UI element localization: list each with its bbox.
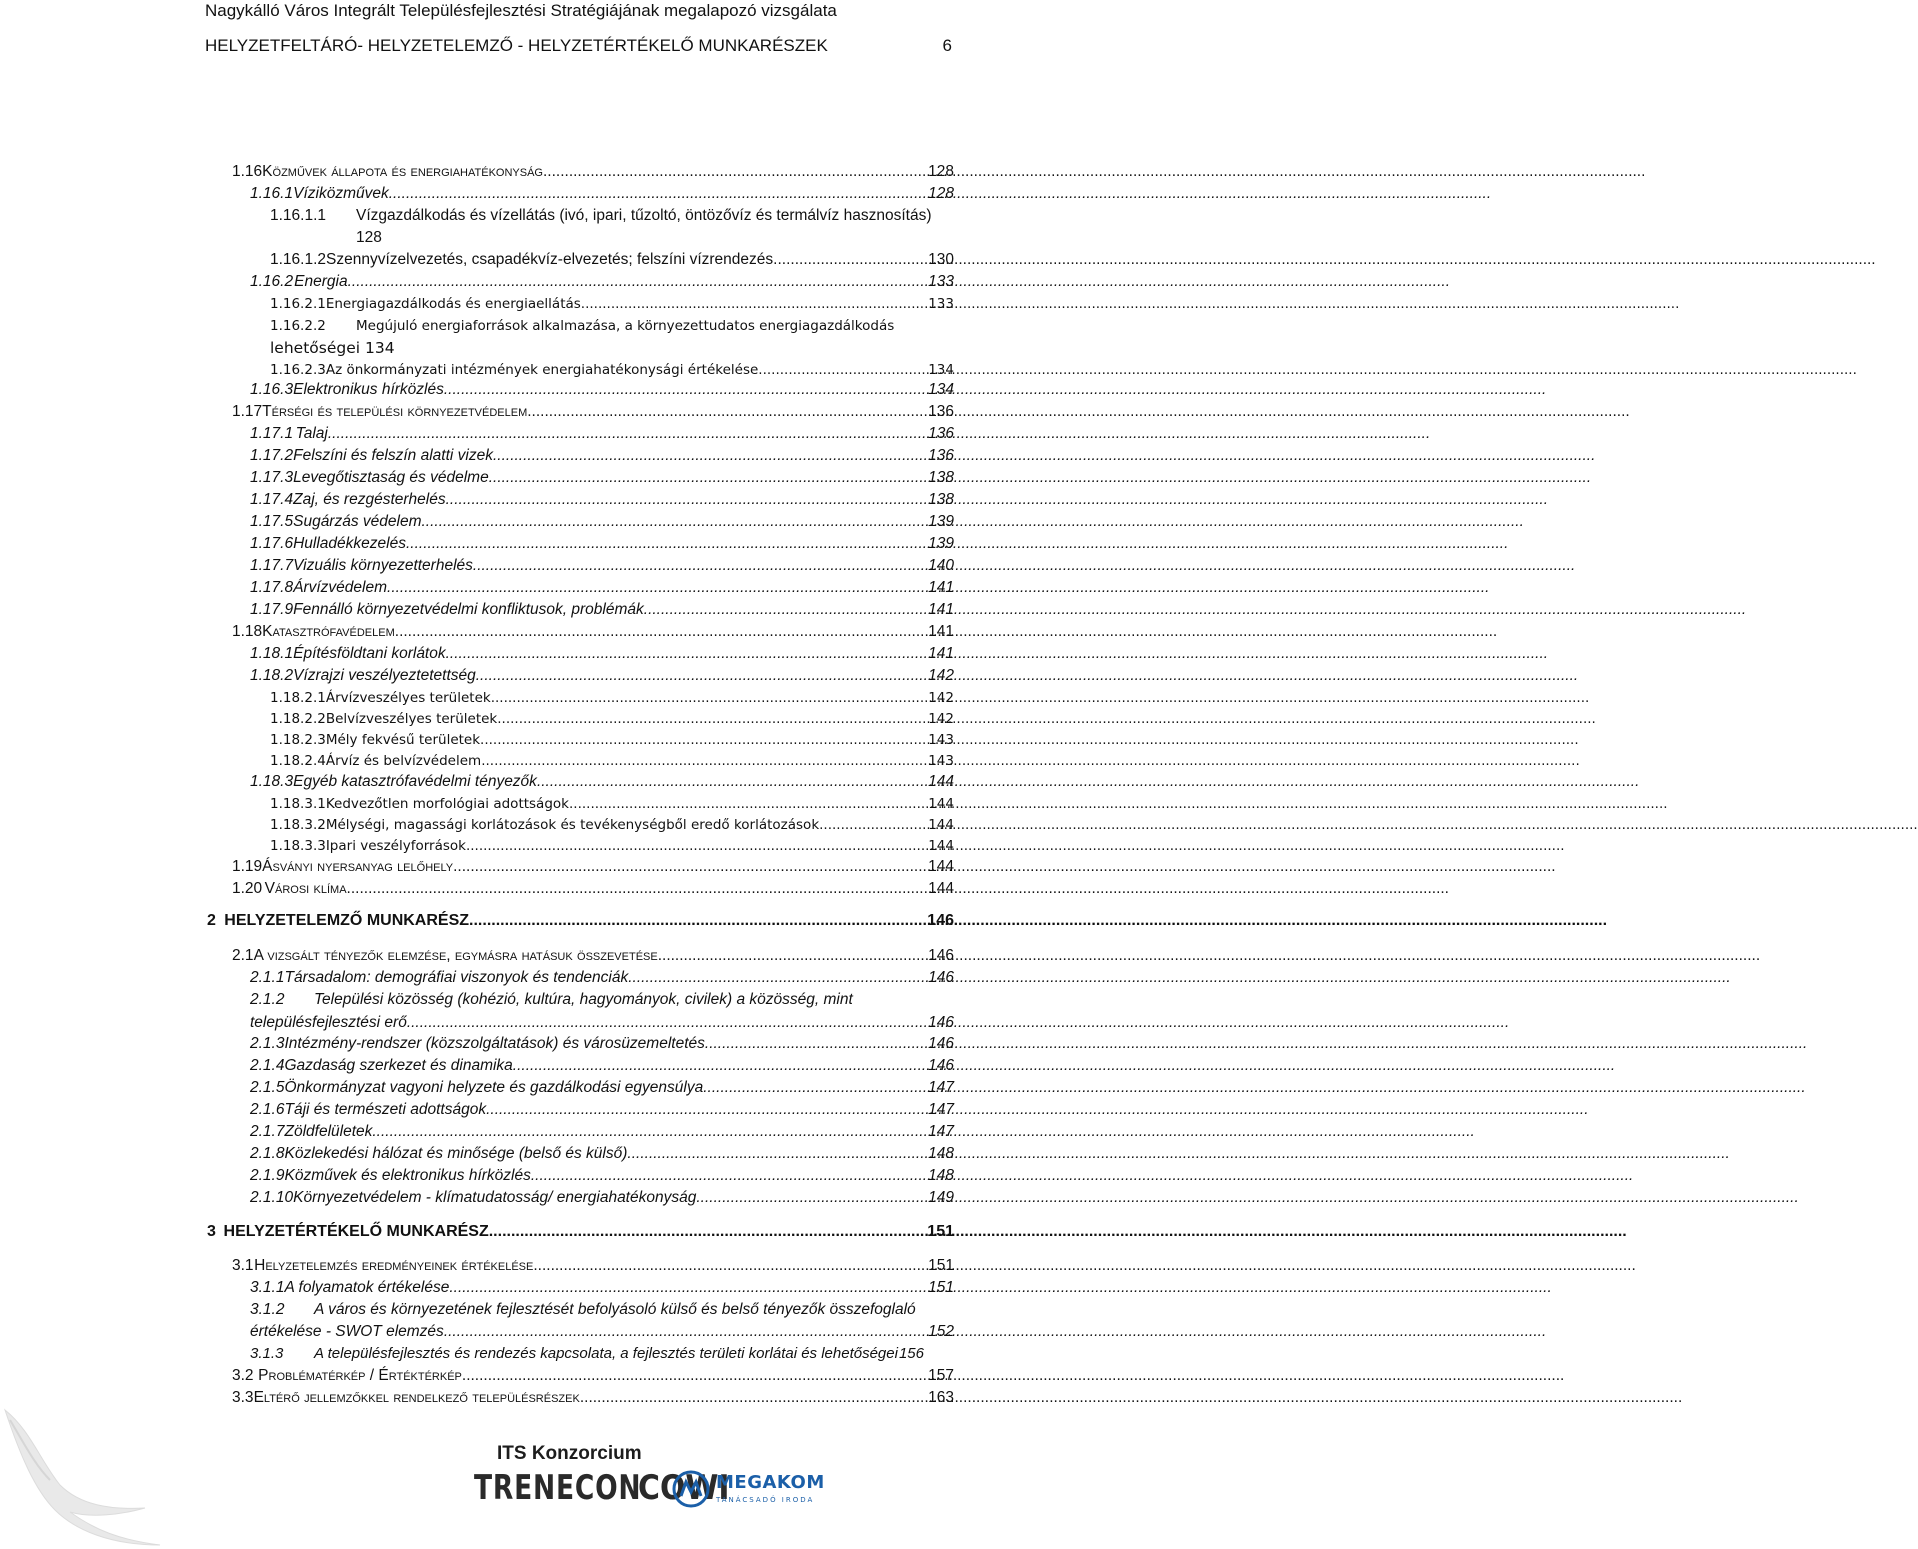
- toc-leader: [527, 402, 927, 422]
- toc-number: 1.17.5: [250, 513, 294, 530]
- toc-leader: [469, 911, 926, 931]
- toc-leader: [444, 380, 927, 400]
- toc-entry[interactable]: [250, 272, 954, 292]
- toc-entry[interactable]: [270, 316, 954, 336]
- toc-page: 141: [928, 579, 954, 596]
- toc-number: 1.16.2.2: [270, 318, 326, 334]
- page-number: 6: [942, 36, 952, 55]
- megakom-logo: [672, 1470, 825, 1510]
- toc-leader: [703, 1078, 927, 1098]
- toc-number: 1.17.6: [250, 535, 294, 552]
- toc-leader: [347, 879, 928, 899]
- toc-number: 1.18.3.3: [270, 838, 326, 854]
- toc-entry[interactable]: [270, 815, 954, 835]
- toc-title: Egyéb katasztrófavédelmi tényezők: [293, 773, 537, 790]
- toc-leader: [481, 751, 927, 771]
- toc-leader: [389, 184, 927, 204]
- toc-number: 3: [207, 1223, 216, 1240]
- toc-title: Helyzetelemzés eredményeinek értékelése: [254, 1257, 534, 1274]
- toc-page: 146: [928, 969, 954, 986]
- toc-entry[interactable]: [250, 512, 954, 532]
- toc-leader: [453, 857, 927, 877]
- toc-leader: [628, 968, 927, 988]
- toc-page: 148: [928, 1145, 954, 1162]
- toc-number: 3.1.1: [250, 1279, 285, 1296]
- toc-page: 147: [928, 1101, 954, 1118]
- toc-number: 2.1.4: [250, 1057, 285, 1074]
- toc-number: 1.18: [232, 623, 263, 640]
- toc-entry[interactable]: [270, 751, 954, 771]
- toc-leader: [531, 1166, 927, 1186]
- toc-entry[interactable]: [250, 1144, 954, 1164]
- trenecon-cowi-logo: [474, 1468, 730, 1508]
- toc-leader: [489, 468, 927, 488]
- toc-title: Vízgazdálkodás és vízellátás (ivó, ipari, tűzoltó, öntözővíz és termálvíz hasznosítás): [356, 207, 932, 224]
- toc-number: 2.1.10: [250, 1189, 294, 1206]
- toc-page: 134: [928, 362, 954, 378]
- toc-number: 2.1.7: [250, 1123, 285, 1140]
- toc-number: 3.1.2: [250, 1301, 285, 1318]
- toc-leader: [819, 815, 927, 835]
- toc-entry[interactable]: [250, 446, 954, 466]
- toc-title: Szennyvízelvezetés, csapadékvíz-elvezetés; felszíni vízrendezés: [326, 251, 774, 268]
- toc-title: Közművek állapota és energiahatékonyság: [262, 163, 543, 180]
- toc-page: 133: [928, 296, 954, 312]
- toc-page: 130: [928, 251, 954, 268]
- toc-leader: [533, 1256, 927, 1276]
- toc-continuation: értékelése - SWOT elemzés: [250, 1323, 444, 1340]
- toc-title: Sugárzás védelem: [293, 513, 422, 530]
- toc-entry[interactable]: [232, 946, 954, 966]
- toc-leader: [581, 294, 927, 314]
- toc-entry[interactable]: [250, 600, 954, 620]
- toc-entry[interactable]: [232, 1256, 954, 1276]
- toc-leader: [466, 836, 927, 856]
- toc-title: Gazdaság szerkezet és dinamika: [284, 1057, 513, 1074]
- toc-number: 1.18.3.1: [270, 796, 326, 812]
- toc-title: Energia: [294, 273, 348, 290]
- toc-page: 144: [928, 858, 954, 875]
- toc-leader: [387, 578, 927, 598]
- toc-leader: [476, 666, 927, 686]
- toc-title: Vizuális környezetterhelés: [293, 557, 473, 574]
- toc-entry[interactable]: [270, 206, 954, 226]
- toc-leader: [696, 1188, 927, 1208]
- toc-number: 1.17.9: [250, 601, 294, 618]
- toc-number: 1.17.7: [250, 557, 294, 574]
- toc-page: 151: [927, 1223, 954, 1240]
- megakom-tagline: TANÁCSADÓ IRODA: [716, 1496, 815, 1504]
- toc-title: Építésföldtani korlátok: [293, 645, 446, 662]
- toc-page: 143: [928, 753, 954, 769]
- toc-title: Elektronikus hírközlés: [293, 381, 444, 398]
- toc-entry[interactable]: [232, 1366, 954, 1386]
- toc-continuation: 128: [356, 229, 382, 246]
- toc-entry[interactable]: [232, 879, 954, 899]
- toc-page: 144: [928, 838, 954, 854]
- toc-title: Az önkormányzati intézmények energiahatékonysági értékelése: [325, 362, 759, 378]
- toc-leader: [372, 1122, 927, 1142]
- toc-number: 1.18.2: [250, 667, 294, 684]
- toc-title: Társadalom: demográfiai viszonyok és tendenciák: [284, 969, 629, 986]
- toc-page: 146: [928, 947, 954, 964]
- toc-number: 1.18.2.1: [270, 690, 326, 706]
- toc-page: 152: [928, 1323, 954, 1340]
- toc-page: 143: [928, 732, 954, 748]
- toc-title: Közművek és elektronikus hírközlés: [284, 1167, 531, 1184]
- toc-entry[interactable]: [270, 360, 954, 380]
- toc-page: 139: [928, 513, 954, 530]
- toc-number: 1.16.3: [250, 381, 294, 398]
- megakom-name: MEGAKOM: [716, 1472, 825, 1493]
- toc-entry[interactable]: [250, 468, 954, 488]
- toc-page: 136: [928, 403, 954, 420]
- toc-number: 1.16.1: [250, 185, 294, 202]
- toc-number: 3.3: [232, 1389, 254, 1406]
- toc-leader: [658, 946, 927, 966]
- toc-entry[interactable]: [250, 556, 954, 576]
- toc-continuation: településfejlesztési erő: [250, 1014, 407, 1031]
- toc-number: 2: [207, 912, 216, 929]
- toc-leader: [395, 622, 927, 642]
- toc-number: 1.17.4: [250, 491, 294, 508]
- toc-title: Vízrajzi veszélyeztetettség: [293, 667, 476, 684]
- toc-title: Táji és természeti adottságok: [284, 1101, 487, 1118]
- toc-page: 148: [928, 1167, 954, 1184]
- toc-number: 1.18.2.4: [270, 753, 326, 769]
- toc-leader: [644, 600, 927, 620]
- toc-number: 1.16.2.1: [270, 296, 326, 312]
- toc-entry[interactable]: [250, 990, 954, 1010]
- trenecon-logo: TRENECON: [474, 1468, 642, 1508]
- toc-entry[interactable]: [250, 490, 954, 510]
- toc-number: 1.17.2: [250, 447, 294, 464]
- toc-chapter[interactable]: [207, 1222, 954, 1242]
- toc-entry[interactable]: [250, 184, 954, 204]
- toc-page: 147: [928, 1079, 954, 1096]
- toc-leader: [486, 1100, 927, 1120]
- toc-page: 144: [928, 796, 954, 812]
- toc-number: 1.17.8: [250, 579, 294, 596]
- toc-number: 1.18.3.2: [270, 817, 326, 833]
- toc-number: 1.17.3: [250, 469, 294, 486]
- toc-number: 1.16.2: [250, 273, 294, 290]
- toc-page: 151: [928, 1257, 954, 1274]
- toc-number: 2.1.6: [250, 1101, 285, 1118]
- toc-page: 144: [928, 773, 954, 790]
- toc-page: 144: [928, 880, 954, 897]
- toc-title: Ásványi nyersanyag lelőhely: [262, 858, 454, 875]
- toc-page: 144: [928, 817, 954, 833]
- toc-leader: [569, 794, 927, 814]
- toc-continuation-row[interactable]: [250, 1013, 954, 1033]
- toc-number: 1.18.3: [250, 773, 294, 790]
- toc-number: 1.16.1.2: [270, 251, 327, 268]
- toc-title: Víziközművek: [293, 185, 389, 202]
- toc-title: Megújuló energiaforrások alkalmazása, a környezettudatos energiagazdálkodás: [356, 318, 895, 334]
- toc-page: 157: [928, 1367, 954, 1384]
- toc-page: 141: [928, 645, 954, 662]
- toc-number: 1.19: [232, 858, 263, 875]
- toc-entry[interactable]: [232, 622, 954, 642]
- toc-entry[interactable]: [250, 772, 954, 792]
- toc-page: 146: [927, 912, 954, 929]
- toc-leader: [446, 490, 928, 510]
- toc-number: 2.1.1: [250, 969, 285, 986]
- toc-page: 141: [928, 623, 954, 640]
- toc-leader: [493, 446, 927, 466]
- toc-entry[interactable]: [270, 294, 954, 314]
- toc-entry[interactable]: [250, 1078, 954, 1098]
- toc-page: 142: [928, 690, 954, 706]
- toc-entry[interactable]: [250, 578, 954, 598]
- toc-entry[interactable]: [250, 1034, 954, 1054]
- toc-page: 151: [928, 1279, 954, 1296]
- toc-leader: [449, 1278, 927, 1298]
- toc-entry[interactable]: [250, 1056, 954, 1076]
- toc-leader: [580, 1388, 927, 1408]
- toc-leader: [480, 730, 927, 750]
- toc-leader: [497, 709, 927, 729]
- toc-number: 2.1.8: [250, 1145, 285, 1162]
- toc-entry[interactable]: [250, 534, 954, 554]
- toc-number: 2.1.3: [250, 1035, 285, 1052]
- toc-entry[interactable]: [270, 688, 954, 708]
- toc-title: Környezetvédelem - klímatudatosság/ energiahatékonyság: [293, 1189, 697, 1206]
- document-title: Nagykálló Város Integrált Településfejlesztési Stratégiájának megalapozó vizsgálata: [205, 1, 837, 20]
- toc-entry[interactable]: [250, 1344, 954, 1364]
- toc-entry[interactable]: [250, 644, 954, 664]
- megakom-mark-icon: [672, 1470, 710, 1508]
- toc-title: Zaj, és rezgésterhelés: [293, 491, 446, 508]
- toc-leader: [406, 534, 927, 554]
- toc-leader: [407, 1013, 927, 1033]
- consortium-name: ITS Konzorcium: [497, 1443, 642, 1464]
- toc-page: 142: [928, 711, 954, 727]
- toc-title: A város és környezetének fejlesztését befolyásoló külső és belső tényezők összefoglaló: [314, 1301, 916, 1318]
- toc-page: 128: [928, 185, 954, 202]
- toc-leader: [328, 424, 927, 444]
- toc-title: Talaj: [295, 425, 328, 442]
- toc-title: HELYZETELEMZŐ MUNKARÉSZ: [224, 912, 470, 929]
- toc-title: Árvíz és belvízvédelem: [325, 753, 482, 769]
- toc-title: Mély fekvésű területek: [325, 732, 481, 748]
- toc-number: 1.18.2.3: [270, 732, 326, 748]
- toc-page: 146: [928, 1057, 954, 1074]
- toc-leader: [491, 688, 928, 708]
- toc-title: Fennálló környezetvédelmi konfliktusok, problémák: [293, 601, 644, 618]
- toc-title: Energiagazdálkodás és energiaellátás: [325, 296, 581, 312]
- toc-number: 2.1.2: [250, 991, 285, 1008]
- toc-leader: [421, 512, 927, 532]
- toc-title: Intézmény-rendszer (közszolgáltatások) és városüzemeltetés: [284, 1035, 705, 1052]
- toc-page: 156: [898, 1345, 924, 1362]
- toc-title: Zöldfelületek: [284, 1123, 373, 1140]
- toc-leader: [446, 644, 928, 664]
- toc-entry[interactable]: [270, 730, 954, 750]
- toc-title: Hulladékkezelés: [293, 535, 406, 552]
- toc-leader: [513, 1056, 927, 1076]
- toc-leader: [537, 772, 927, 792]
- toc-number: 2.1: [232, 947, 254, 964]
- toc-title: Mélységi, magassági korlátozások és tevékenységből eredő korlátozások: [325, 817, 820, 833]
- toc-continuation: lehetőségei 134: [270, 339, 395, 357]
- toc-leader: [758, 360, 927, 380]
- toc-entry[interactable]: [250, 380, 954, 400]
- bird-watermark-icon: [0, 1390, 170, 1549]
- toc-title: Eltérő jellemzőkkel rendelkező településrészek: [253, 1389, 580, 1406]
- toc-leader: [444, 1322, 927, 1342]
- toc-title: HELYZETÉRTÉKELŐ MUNKARÉSZ: [223, 1223, 489, 1240]
- toc-number: 1.20: [232, 880, 263, 897]
- toc-entry[interactable]: [250, 1100, 954, 1120]
- toc-page: 139: [928, 535, 954, 552]
- toc-page: 136: [928, 447, 954, 464]
- toc-entry[interactable]: [250, 1166, 954, 1186]
- toc-title: Felszíni és felszín alatti vizek: [293, 447, 493, 464]
- toc-title: A folyamatok értékelése: [284, 1279, 450, 1296]
- toc-title: A vizsgált tényezők elemzése, egymásra hatásuk összevetése: [253, 947, 658, 964]
- toc-entry[interactable]: [250, 666, 954, 686]
- toc-entry[interactable]: [270, 794, 954, 814]
- toc-number: 3.1.3: [250, 1345, 284, 1362]
- toc-number: 1.16.1.1: [270, 207, 327, 224]
- toc-entry[interactable]: [250, 1300, 954, 1320]
- toc-leader: [543, 162, 927, 182]
- toc-title: Levegőtisztaság és védelme: [293, 469, 489, 486]
- toc-entry[interactable]: [250, 1278, 954, 1298]
- toc-title: Problématérkép / Értéktérkép: [258, 1367, 462, 1384]
- toc-leader: [473, 556, 927, 576]
- toc-title: Térségi és települési környezetvédelem: [262, 403, 528, 420]
- toc-entry[interactable]: [270, 250, 954, 270]
- toc-leader: [705, 1034, 927, 1054]
- toc-entry[interactable]: [250, 968, 954, 988]
- toc-page: 138: [928, 469, 954, 486]
- toc-page: 163: [928, 1389, 954, 1406]
- toc-page: 146: [928, 1035, 954, 1052]
- toc-title: Ipari veszélyforrások: [325, 838, 466, 854]
- toc-number: 2.1.5: [250, 1079, 285, 1096]
- toc-page: 133: [928, 273, 954, 290]
- toc-title: Árvízveszélyes területek: [325, 690, 491, 706]
- toc-number: 3.2: [232, 1367, 254, 1384]
- toc-entry[interactable]: [232, 162, 954, 182]
- toc-leader: [489, 1222, 927, 1242]
- toc-entry[interactable]: [250, 424, 954, 444]
- document-subtitle: HELYZETFELTÁRÓ- HELYZETELEMZŐ - HELYZETÉRTÉKELŐ MUNKARÉSZEK: [205, 36, 828, 55]
- cowi-logo: COWI: [638, 1468, 730, 1508]
- toc-number: 1.17.1: [250, 425, 294, 442]
- toc-chapter[interactable]: [207, 911, 954, 931]
- toc-leader: [348, 272, 928, 292]
- toc-entry[interactable]: [270, 836, 954, 856]
- toc-title: Települési közösség (kohézió, kultúra, hagyományok, civilek) a közösség, mint: [314, 991, 853, 1008]
- toc-number: 1.16: [232, 163, 263, 180]
- toc-page: 134: [928, 381, 954, 398]
- toc-page: 141: [928, 601, 954, 618]
- toc-number: 1.18.1: [250, 645, 294, 662]
- toc-title: A településfejlesztés és rendezés kapcsolata, a fejlesztés területi korlátai és lehetőségei: [314, 1345, 898, 1362]
- toc-page: 140: [928, 557, 954, 574]
- toc-title: Közlekedési hálózat és minősége (belső és külső): [284, 1145, 628, 1162]
- toc-entry[interactable]: [232, 402, 954, 422]
- toc-page: 149: [928, 1189, 954, 1206]
- toc-title: Kedvezőtlen morfológiai adottságok: [325, 796, 569, 812]
- toc-leader: [773, 250, 927, 270]
- toc-entry[interactable]: [250, 1122, 954, 1142]
- toc-number: 1.16.2.3: [270, 362, 326, 378]
- toc-number: 1.17: [232, 403, 263, 420]
- toc-leader: [627, 1144, 927, 1164]
- toc-leader: [462, 1366, 927, 1386]
- toc-continuation-row[interactable]: [250, 1322, 954, 1342]
- toc-page: 146: [928, 1014, 954, 1031]
- toc-page: 138: [928, 491, 954, 508]
- toc-title: Belvízveszélyes területek: [325, 711, 498, 727]
- toc-page: 128: [928, 163, 954, 180]
- toc-title: Önkormányzat vagyoni helyzete és gazdálkodási egyensúlya: [284, 1079, 704, 1096]
- toc-number: 3.1: [232, 1257, 254, 1274]
- toc-page: 142: [928, 667, 954, 684]
- toc-entry[interactable]: [250, 1188, 954, 1208]
- toc-entry[interactable]: [270, 709, 954, 729]
- toc-page: 147: [928, 1123, 954, 1140]
- toc-number: 1.18.2.2: [270, 711, 326, 727]
- toc-number: 2.1.9: [250, 1167, 285, 1184]
- toc-page: 136: [928, 425, 954, 442]
- toc-title: Városi klíma: [264, 880, 347, 897]
- toc-title: Árvízvédelem: [293, 579, 388, 596]
- toc-entry[interactable]: [232, 1388, 954, 1408]
- toc-entry[interactable]: [232, 857, 954, 877]
- toc-title: Katasztrófavédelem: [262, 623, 395, 640]
